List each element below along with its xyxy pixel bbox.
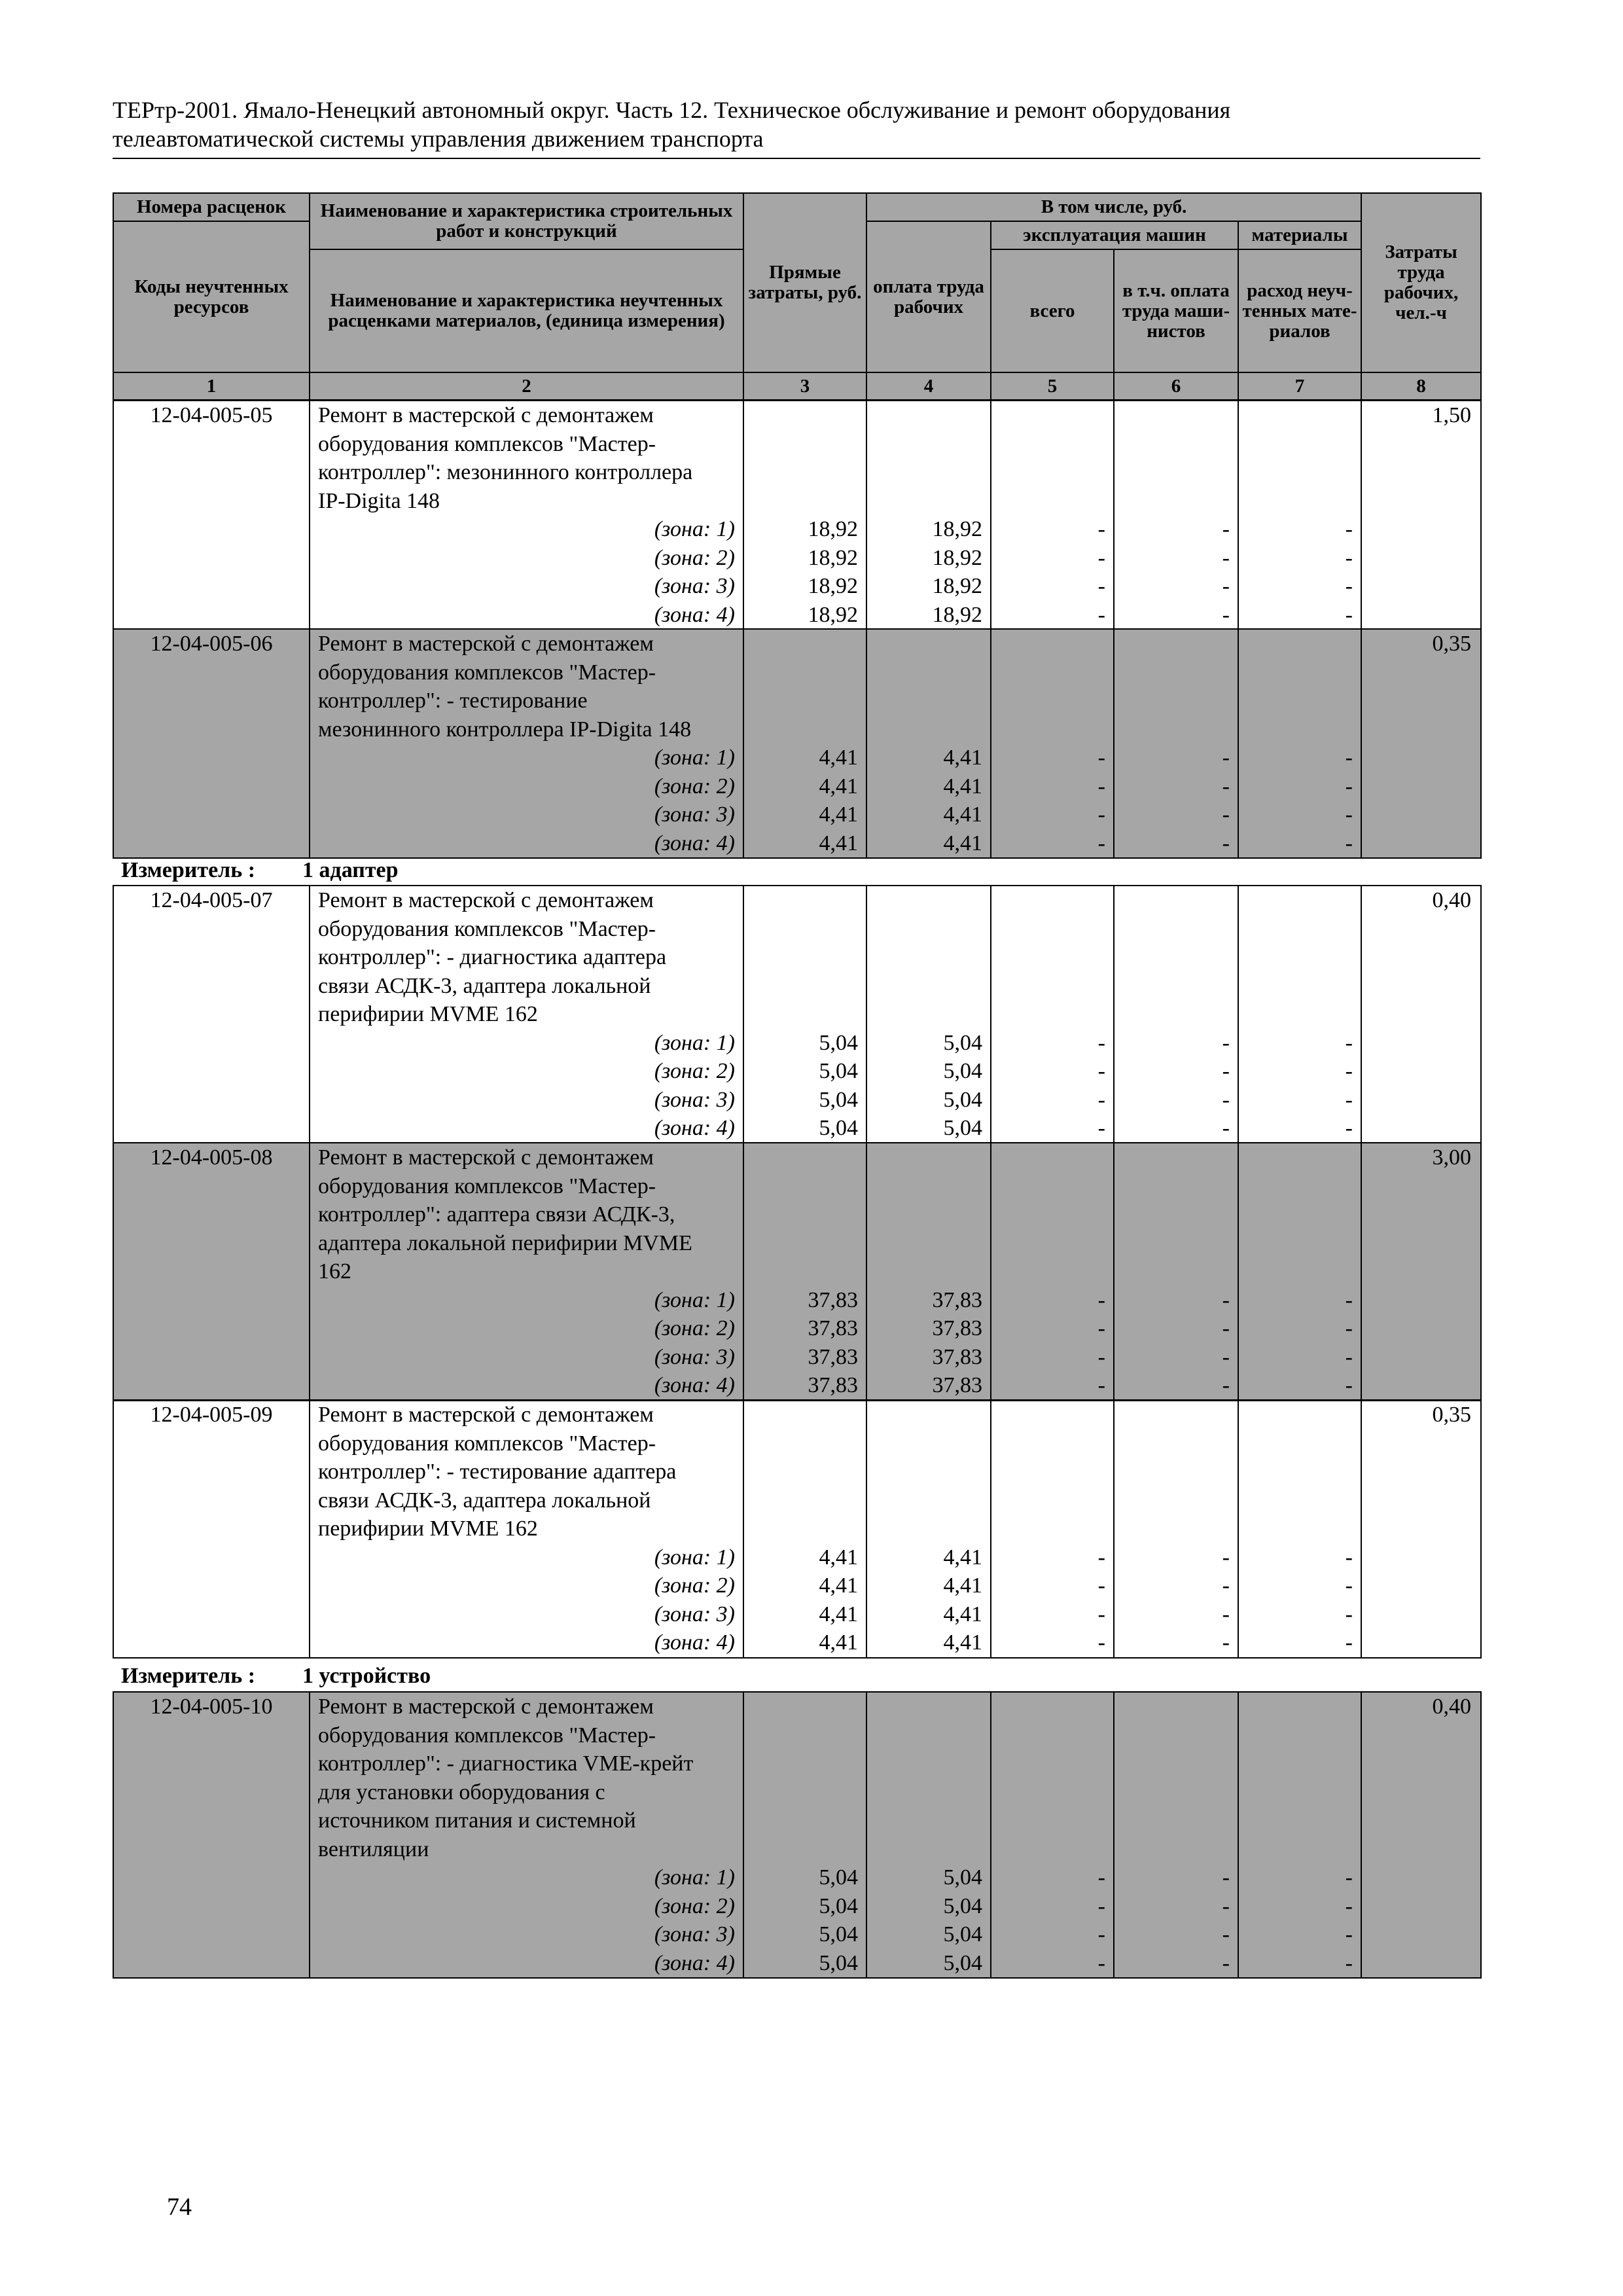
materials-cell [1238,1400,1361,1658]
wage: 18,92 [932,545,982,570]
zone-label: (зона: 2) [654,1316,735,1340]
wages-cell [866,886,991,1143]
zone-label: (зона: 3) [654,1922,735,1946]
machinist-wage: - [1222,574,1230,598]
machines-value: - [1097,802,1105,827]
machines-value: - [1097,1316,1105,1340]
direct-cost: 4,41 [819,802,858,827]
measure-unit [121,857,399,884]
materials-value: - [1345,1950,1353,1975]
materials-value: - [1345,1344,1353,1369]
materials-cell [1238,1143,1361,1401]
wages-cell [866,1400,991,1658]
rate-row-12-04-005-06 [113,628,1482,859]
desc-line: оборудования комплексов "Мастер- [318,431,656,456]
rate-row-12-04-005-05 [113,400,1482,630]
wage: 5,04 [943,1087,982,1112]
zone-label: (зона: 2) [654,1573,735,1598]
desc-line: оборудования комплексов "Мастер- [318,1174,656,1198]
wage: 18,92 [932,574,982,598]
wage: 37,83 [932,1344,982,1369]
direct-cost: 5,04 [819,1893,858,1918]
col-number: 3 [743,372,866,400]
direct-costs-cell [743,1400,866,1658]
desc-line: Ремонт в мастерской с демонтажем [318,1403,654,1427]
direct-cost: 18,92 [808,517,858,541]
desc-line: оборудования комплексов "Мастер- [318,916,656,941]
labor-hours: 0,35 [1361,1400,1481,1658]
page-number: 74 [167,2193,192,2221]
desc-line: контроллер": - диагностика VME-крейт [318,1751,694,1776]
direct-costs-cell [743,886,866,1143]
col-number: 7 [1238,372,1361,400]
direct-cost: 37,83 [808,1373,858,1397]
zone-label: (зона: 4) [654,1630,735,1655]
direct-cost: 4,41 [819,1545,858,1570]
rate-row-12-04-005-09 [113,1399,1482,1659]
direct-cost: 4,41 [819,1573,858,1598]
direct-cost: 4,41 [819,831,858,855]
header-materials: материалы [1238,221,1361,249]
machinist-wage: - [1222,1922,1230,1946]
machines-value: - [1097,831,1105,855]
desc-line: контроллер": - тестирование [318,689,588,713]
zone-label: (зона: 3) [654,802,735,827]
materials-value: - [1345,1545,1353,1570]
header-rule [113,158,1480,159]
machines-value: - [1097,1545,1105,1570]
machinist-wages-cell [1114,1143,1238,1401]
desc-line: адаптера локальной перифирии MVME [318,1230,692,1255]
machines-value: - [1097,1573,1105,1598]
desc-line: связи АСДК-3, адаптера локальной [318,1488,651,1513]
machines-value: - [1097,1087,1105,1112]
col-number: 8 [1361,372,1481,400]
machines-value: - [1097,574,1105,598]
machinist-wage: - [1222,1030,1230,1055]
zone-label: (зона: 3) [654,574,735,598]
zone-label: (зона: 3) [654,1344,735,1369]
machinist-wage: - [1222,1087,1230,1112]
rate-code: 12-04-005-05 [113,401,310,630]
materials-value: - [1345,774,1353,798]
machinist-wage: - [1222,774,1230,798]
machinist-wage: - [1222,517,1230,541]
rate-description [310,1400,743,1658]
rate-code: 12-04-005-07 [113,886,310,1143]
machinist-wage: - [1222,1865,1230,1890]
machines-value: - [1097,1344,1105,1369]
header-materials-name: Наименование и характеристика неучтенных расценками материалов, (единица измерения) [310,249,743,372]
machines-value: - [1097,774,1105,798]
desc-line: 162 [318,1259,351,1283]
materials-value: - [1345,1287,1353,1312]
machinist-wage: - [1222,1344,1230,1369]
wage: 4,41 [943,745,982,770]
rate-code: 12-04-005-08 [113,1143,310,1401]
materials-value: - [1345,1573,1353,1598]
zone-label: (зона: 1) [654,1865,735,1890]
materials-value: - [1345,574,1353,598]
zone-label: (зона: 1) [654,517,735,541]
wage: 4,41 [943,1573,982,1598]
zone-label: (зона: 4) [654,1950,735,1975]
wage: 18,92 [932,517,982,541]
wage: 4,41 [943,774,982,798]
materials-cell [1238,401,1361,630]
machinist-wage: - [1222,1630,1230,1655]
wage: 5,04 [943,1059,982,1083]
machinist-wage: - [1222,1059,1230,1083]
machines-value: - [1097,1602,1105,1626]
rate-code: 12-04-005-06 [113,629,310,858]
measure-label: Измеритель : [121,858,256,882]
machines-cell [991,1400,1114,1658]
machines-value: - [1097,1922,1105,1946]
wages-cell [866,1143,991,1401]
rate-description [310,401,743,630]
labor-hours: 1,50 [1361,401,1481,630]
header-work-name: Наименование и характеристика строительных работ и конструкций [310,193,743,249]
materials-value: - [1345,517,1353,541]
desc-line: контроллер": мезонинного контроллера [318,460,693,484]
desc-line: контроллер": - тестирование адаптера [318,1460,677,1484]
materials-value: - [1345,1373,1353,1397]
measure-value: 1 устройство [302,1664,431,1688]
direct-cost: 4,41 [819,774,858,798]
direct-cost: 4,41 [819,1630,858,1655]
direct-costs-cell [743,401,866,630]
desc-line: для установки оборудования с [318,1780,605,1804]
col-number: 5 [991,372,1114,400]
rate-description [310,886,743,1143]
direct-cost: 5,04 [819,1087,858,1112]
machines-value: - [1097,602,1105,627]
rate-description [310,629,743,858]
header-number-row [113,372,1481,400]
direct-cost: 5,04 [819,1922,858,1946]
labor-hours: 0,40 [1361,886,1481,1143]
zone-label: (зона: 2) [654,1059,735,1083]
machinist-wage: - [1222,802,1230,827]
wage: 5,04 [943,1950,982,1975]
materials-cell [1238,629,1361,858]
machinist-wage: - [1222,1893,1230,1918]
machines-cell [991,401,1114,630]
zone-label: (зона: 1) [654,1030,735,1055]
zone-label: (зона: 2) [654,774,735,798]
zone-label: (зона: 4) [654,1116,735,1140]
machinist-wage: - [1222,1950,1230,1975]
table-header [113,192,1482,401]
desc-line: Ремонт в мастерской с демонтажем [318,403,654,427]
col-number: 2 [310,372,743,400]
desc-line: связи АСДК-3, адаптера локальной [318,973,651,998]
wage: 37,83 [932,1287,982,1312]
direct-cost: 37,83 [808,1316,858,1340]
machines-value: - [1097,1630,1105,1655]
materials-value: - [1345,1316,1353,1340]
machines-value: - [1097,545,1105,570]
machinist-wage: - [1222,1287,1230,1312]
machines-cell [991,1143,1114,1401]
header-machines-total: всего [991,249,1114,372]
labor-hours: 0,40 [1361,1692,1481,1978]
title-line-1: ТЕРтр-2001. Ямало-Ненецкий автономный округ. Часть 12. Техническое обслуживание и ремонт оборудования [113,97,1231,123]
header-labor-hours: Затраты труда рабочих, чел.-ч [1361,193,1481,372]
rate-description [310,1143,743,1401]
materials-value: - [1345,1865,1353,1890]
machines-value: - [1097,1287,1105,1312]
zone-label: (зона: 4) [654,1373,735,1397]
desc-line: оборудования комплексов "Мастер- [318,660,656,685]
materials-value: - [1345,831,1353,855]
materials-value: - [1345,1922,1353,1946]
desc-line: IP-Digita 148 [318,488,440,513]
materials-value: - [1345,1893,1353,1918]
machines-cell [991,629,1114,858]
machinist-wages-cell [1114,401,1238,630]
desc-line: вентиляции [318,1837,429,1861]
materials-value: - [1345,1030,1353,1055]
wage: 5,04 [943,1893,982,1918]
machinist-wages-cell [1114,1400,1238,1658]
wage: 5,04 [943,1865,982,1890]
machinist-wages-cell [1114,886,1238,1143]
direct-costs-cell [743,1143,866,1401]
rate-description [310,1692,743,1978]
machinist-wage: - [1222,1373,1230,1397]
direct-cost: 5,04 [819,1059,858,1083]
zone-label: (зона: 2) [654,1893,735,1918]
header-materials-usage: расход неуч-тенных мате-риалов [1238,249,1361,372]
materials-value: - [1345,602,1353,627]
machines-value: - [1097,1865,1105,1890]
wage: 4,41 [943,1630,982,1655]
machinist-wage: - [1222,1545,1230,1570]
direct-cost: 5,04 [819,1116,858,1140]
desc-line: перифирии MVME 162 [318,1516,538,1541]
rate-row-12-04-005-08 [113,1142,1482,1401]
direct-cost: 5,04 [819,1030,858,1055]
header-resource-codes: Коды неучтенных ресурсов [113,221,310,372]
machinist-wage: - [1222,745,1230,770]
measure-value: 1 адаптер [302,858,399,882]
machinist-wages-cell [1114,629,1238,858]
materials-value: - [1345,1602,1353,1626]
zone-label: (зона: 4) [654,602,735,627]
direct-costs-cell [743,629,866,858]
wage: 4,41 [943,1545,982,1570]
materials-value: - [1345,1059,1353,1083]
machinist-wage: - [1222,1116,1230,1140]
machines-value: - [1097,1030,1105,1055]
direct-cost: 5,04 [819,1865,858,1890]
wage: 5,04 [943,1116,982,1140]
wage: 37,83 [932,1316,982,1340]
direct-cost: 18,92 [808,574,858,598]
machinist-wage: - [1222,602,1230,627]
desc-line: оборудования комплексов "Мастер- [318,1723,656,1748]
machines-value: - [1097,1373,1105,1397]
rate-code: 12-04-005-09 [113,1400,310,1658]
wage: 5,04 [943,1922,982,1946]
labor-hours: 3,00 [1361,1143,1481,1401]
desc-line: Ремонт в мастерской с демонтажем [318,888,654,912]
direct-cost: 37,83 [808,1344,858,1369]
machines-value: - [1097,745,1105,770]
col-number: 6 [1114,372,1238,400]
machines-cell [991,886,1114,1143]
zone-label: (зона: 1) [654,1287,735,1312]
zone-label: (зона: 1) [654,1545,735,1570]
machinist-wage: - [1222,1573,1230,1598]
materials-value: - [1345,545,1353,570]
document-title [113,96,1487,153]
machines-value: - [1097,1893,1105,1918]
measure-unit [121,1663,431,1689]
machines-value: - [1097,517,1105,541]
machinist-wages-cell [1114,1692,1238,1978]
materials-value: - [1345,802,1353,827]
machinist-wage: - [1222,1602,1230,1626]
desc-line: оборудования комплексов "Мастер- [318,1431,656,1456]
wage: 4,41 [943,831,982,855]
desc-line: мезонинного контроллера IP-Digita 148 [318,717,692,742]
zone-label: (зона: 4) [654,831,735,855]
materials-cell [1238,1692,1361,1978]
direct-cost: 18,92 [808,545,858,570]
header-machinist-wages: в т.ч. оплата труда маши-нистов [1114,249,1238,372]
desc-line: источником питания и системной [318,1808,636,1833]
header-including: В том числе, руб. [866,193,1361,221]
wages-cell [866,401,991,630]
labor-hours: 0,35 [1361,629,1481,858]
rate-row-12-04-005-10 [113,1691,1482,1979]
machines-cell [991,1692,1114,1978]
materials-value: - [1345,1087,1353,1112]
zone-label: (зона: 2) [654,545,735,570]
machinist-wage: - [1222,545,1230,570]
zone-label: (зона: 1) [654,745,735,770]
wage: 4,41 [943,1602,982,1626]
materials-value: - [1345,1116,1353,1140]
measure-label: Измеритель : [121,1664,256,1688]
direct-cost: 5,04 [819,1950,858,1975]
desc-line: Ремонт в мастерской с демонтажем [318,1695,654,1719]
col-number: 1 [113,372,310,400]
machines-value: - [1097,1950,1105,1975]
materials-value: - [1345,1630,1353,1655]
header-direct-costs: Прямые затраты, руб. [743,193,866,372]
desc-line: Ремонт в мастерской с демонтажем [318,632,654,656]
machines-value: - [1097,1059,1105,1083]
desc-line: Ремонт в мастерской с демонтажем [318,1145,654,1170]
header-machines: эксплуатация машин [991,221,1238,249]
zone-label: (зона: 3) [654,1602,735,1626]
title-line-2: телеавтоматической системы управления движением транспорта [113,126,764,152]
machinist-wage: - [1222,831,1230,855]
desc-line: контроллер": - диагностика адаптера [318,945,667,969]
zone-label: (зона: 3) [654,1087,735,1112]
header-wages: оплата труда рабочих [866,221,991,372]
rate-code: 12-04-005-10 [113,1692,310,1978]
wage: 37,83 [932,1373,982,1397]
machinist-wage: - [1222,1316,1230,1340]
wage: 18,92 [932,602,982,627]
header-rate-numbers: Номера расценок [113,193,310,221]
desc-line: контроллер": адаптера связи АСДК-3, [318,1202,675,1227]
wages-cell [866,629,991,858]
direct-cost: 4,41 [819,745,858,770]
wages-cell [866,1692,991,1978]
wage: 4,41 [943,802,982,827]
materials-cell [1238,886,1361,1143]
col-number: 4 [866,372,991,400]
direct-costs-cell [743,1692,866,1978]
wage: 5,04 [943,1030,982,1055]
desc-line: перифирии MVME 162 [318,1002,538,1026]
rate-row-12-04-005-07 [113,885,1482,1144]
direct-cost: 18,92 [808,602,858,627]
direct-cost: 4,41 [819,1602,858,1626]
materials-value: - [1345,745,1353,770]
machines-value: - [1097,1116,1105,1140]
direct-cost: 37,83 [808,1287,858,1312]
